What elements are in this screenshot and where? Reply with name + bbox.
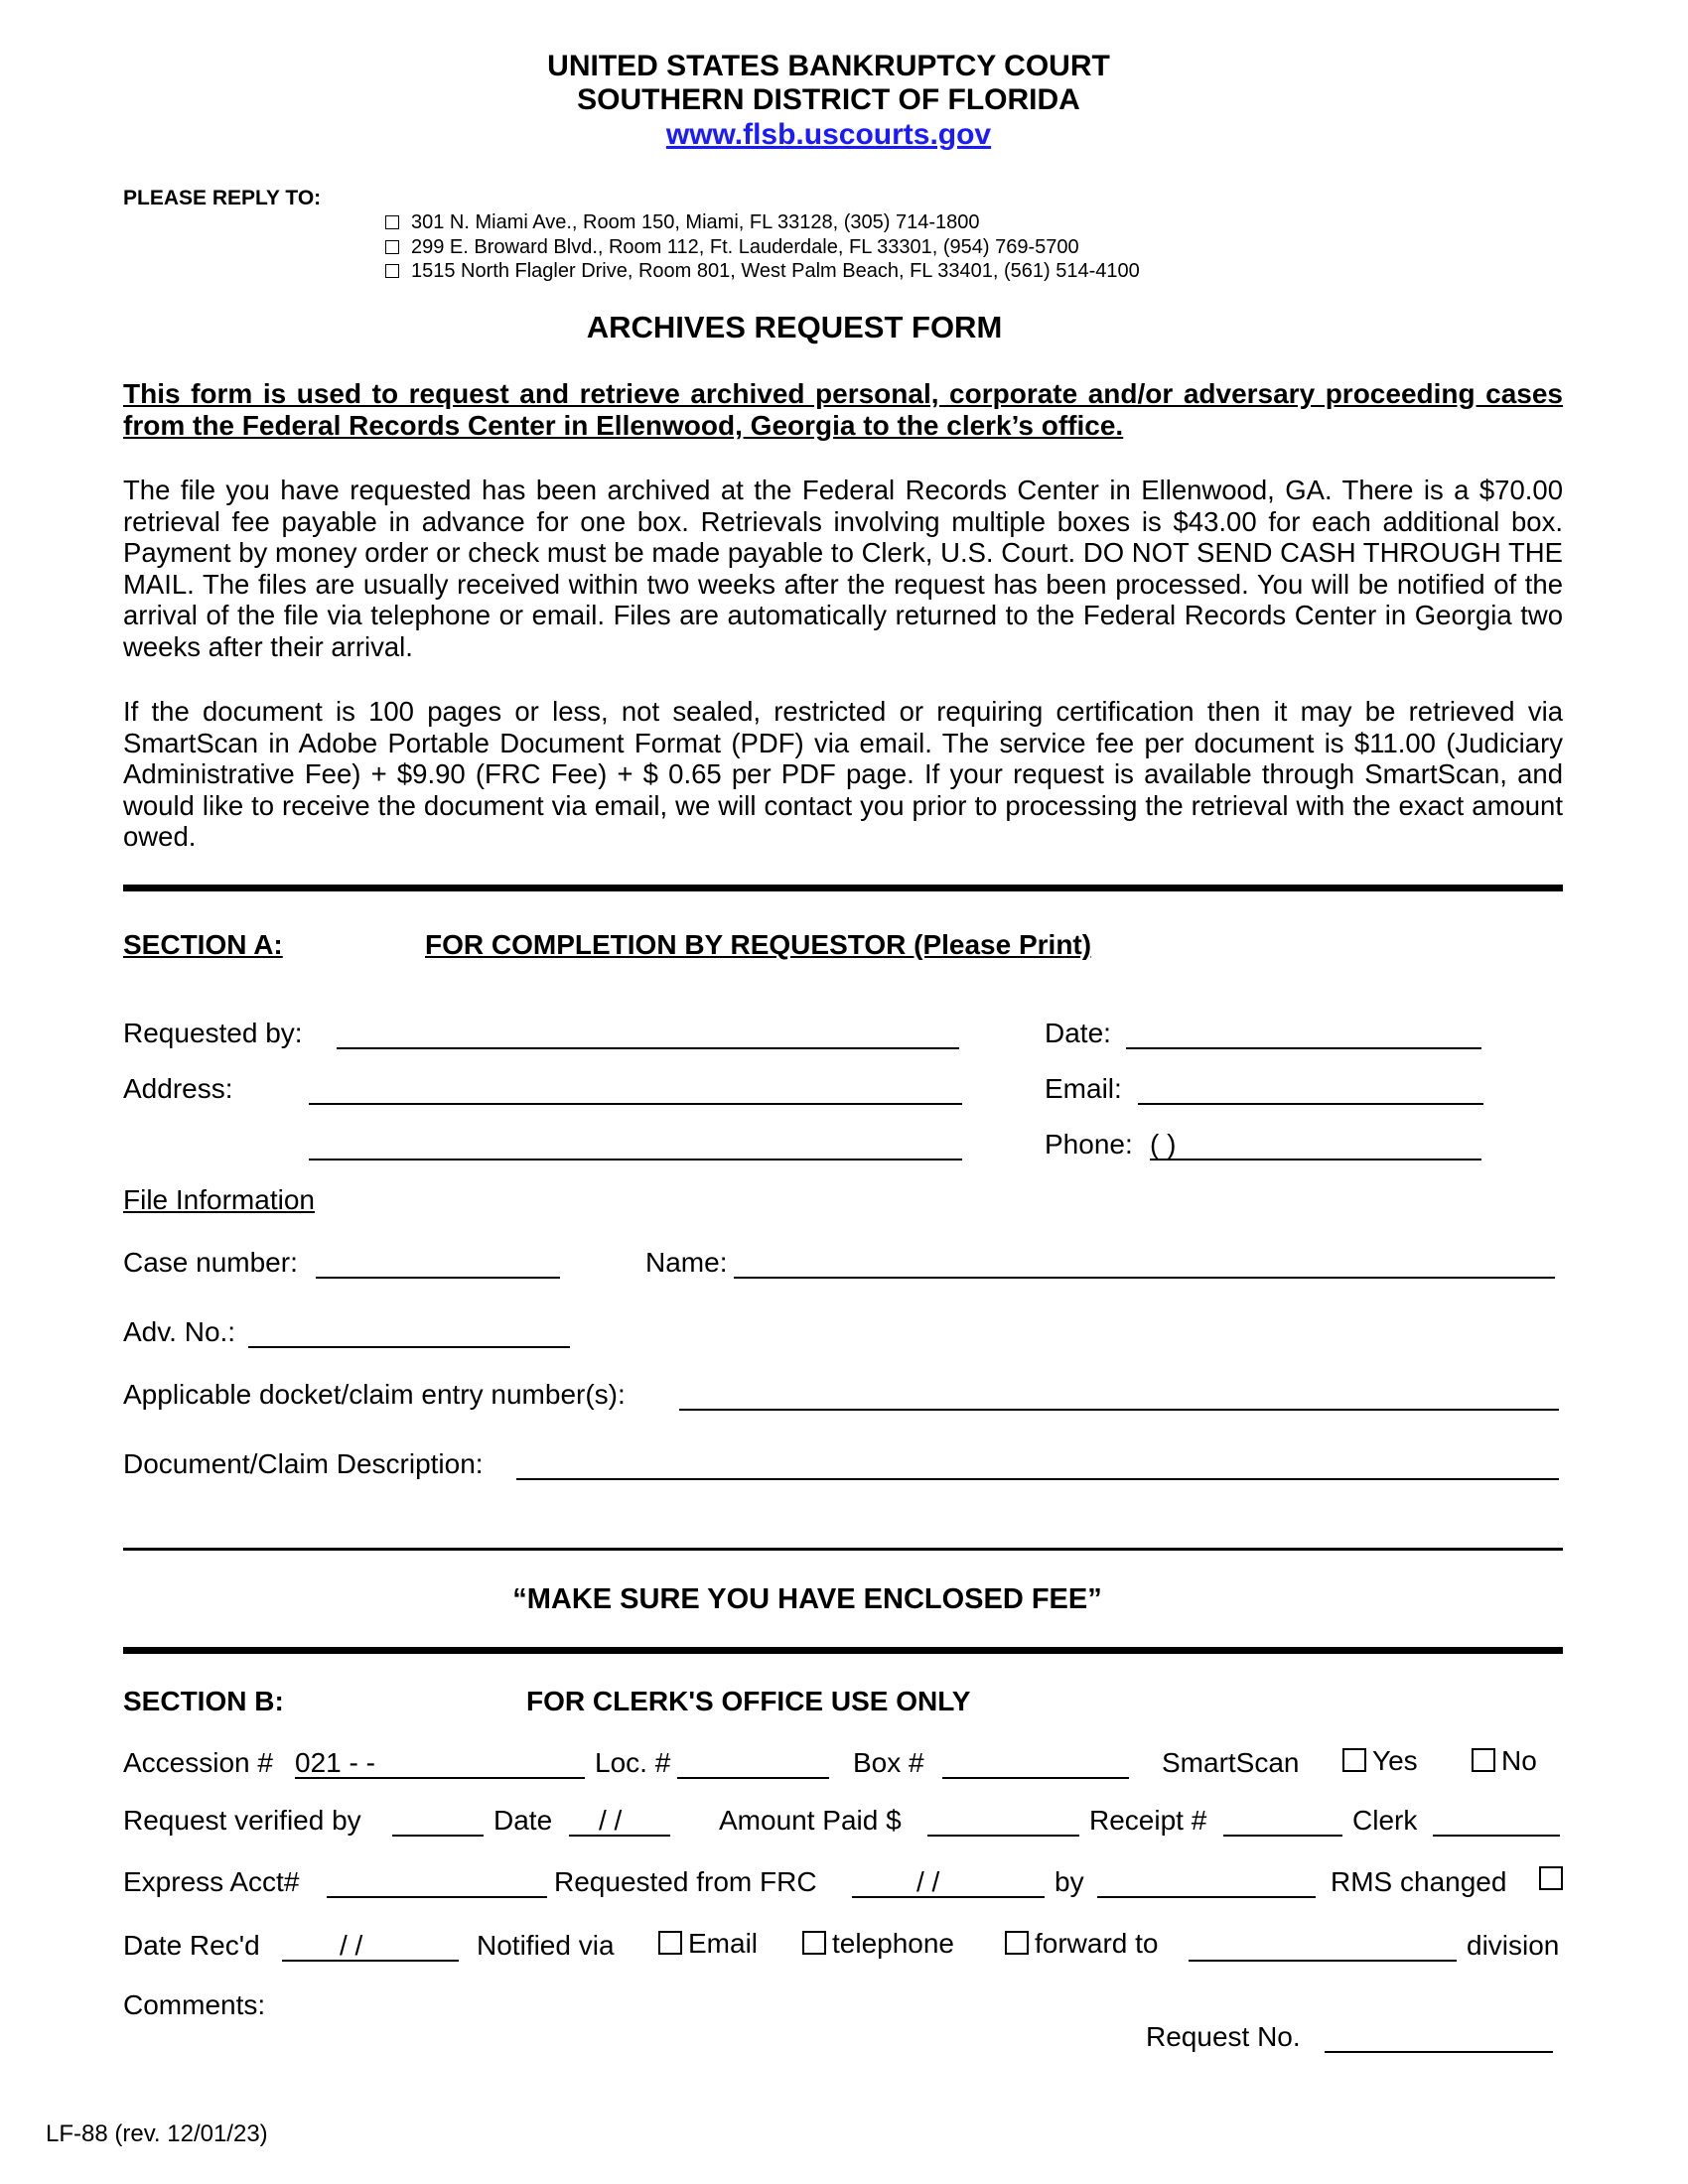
receipt-label: Receipt #	[1089, 1805, 1207, 1836]
request-no-field[interactable]	[1325, 2051, 1553, 2053]
name-label: Name:	[645, 1247, 728, 1278]
checkbox-icon[interactable]	[1472, 1748, 1495, 1772]
smartscan-yes-option[interactable]: Yes	[1342, 1745, 1418, 1777]
amount-paid-field[interactable]	[927, 1835, 1079, 1837]
verified-date-slashes: / /	[599, 1805, 623, 1836]
divider-rule	[123, 1647, 1563, 1654]
purpose-statement: This form is used to request and retrieve archived personal, corporate and/or adversary proceeding cases from the Federal Records Center in Ellenwood, Georgia to the clerk’s office.	[123, 378, 1563, 441]
smartscan-no-option[interactable]: No	[1472, 1745, 1537, 1777]
section-a-title: FOR COMPLETION BY REQUESTOR (Please Print)	[425, 929, 1092, 960]
checkbox-icon[interactable]	[658, 1931, 682, 1955]
received-date-slashes: / /	[340, 1930, 363, 1961]
box-label: Box #	[853, 1747, 924, 1778]
express-acct-label: Express Acct#	[123, 1866, 300, 1897]
address-field-line-1[interactable]	[309, 1103, 962, 1105]
loc-field[interactable]	[677, 1777, 829, 1779]
date-field[interactable]	[1126, 1047, 1481, 1049]
request-verified-field[interactable]	[392, 1835, 484, 1837]
court-name: UNITED STATES BANKRUPTCY COURT	[547, 50, 1110, 82]
clerk-label: Clerk	[1352, 1805, 1418, 1836]
district-name: SOUTHERN DISTRICT OF FLORIDA	[577, 83, 1080, 116]
checkbox-icon[interactable]	[802, 1931, 826, 1955]
received-date-field[interactable]	[282, 1960, 459, 1962]
request-no-label: Request No.	[1146, 2021, 1301, 2052]
rms-changed-checkbox[interactable]	[1539, 1866, 1569, 1893]
checkbox-icon[interactable]	[385, 215, 399, 229]
description-field[interactable]	[516, 1478, 1559, 1480]
checkbox-icon[interactable]	[385, 264, 399, 278]
by-label: by	[1055, 1866, 1084, 1897]
smartscan-paragraph: If the document is 100 pages or less, not sealed, restricted or requiring certification then it may be retrieved via SmartScan in Adobe Portable Document Format (PDF) via email. The service fee per document is $11.00 (Judiciary Administrative Fee) + $9.90 (FRC Fee) + $ 0.65 per PDF page. If your request is available through SmartScan, and would like to receive the document via email, we will contact you prior to processing the retrieval with the exact amount owed.	[123, 696, 1563, 853]
requested-frc-label: Requested from FRC	[554, 1866, 817, 1897]
phone-area-code: ( )	[1150, 1129, 1177, 1160]
phone-label: Phone:	[1045, 1129, 1133, 1160]
receipt-field[interactable]	[1223, 1835, 1342, 1837]
rms-changed-label: RMS changed	[1331, 1866, 1507, 1897]
date-label: Date:	[1045, 1018, 1111, 1048]
docket-entry-field[interactable]	[679, 1409, 1559, 1411]
loc-label: Loc. #	[595, 1747, 671, 1778]
frc-date-slashes: / /	[916, 1866, 940, 1897]
fee-notice: “MAKE SURE YOU HAVE ENCLOSED FEE”	[512, 1583, 1102, 1615]
box-field[interactable]	[942, 1777, 1129, 1779]
form-revision: LF-88 (rev. 12/01/23)	[46, 2120, 268, 2147]
adv-no-label: Adv. No.:	[123, 1316, 236, 1347]
reply-option-miami[interactable]: 301 N. Miami Ave., Room 150, Miami, FL 33128, (305) 714-1800	[385, 211, 980, 234]
forward-to-option[interactable]: forward to	[1005, 1928, 1159, 1960]
notify-email-option[interactable]: Email	[658, 1928, 758, 1960]
section-b-label: SECTION B:	[123, 1686, 284, 1716]
divider-rule	[123, 885, 1563, 891]
file-information-heading: File Information	[123, 1184, 315, 1215]
forward-to-field[interactable]	[1189, 1960, 1457, 1962]
smartscan-label: SmartScan	[1162, 1747, 1300, 1778]
verified-date-label: Date	[493, 1805, 553, 1836]
verified-date-field[interactable]	[569, 1835, 670, 1837]
notified-via-label: Notified via	[477, 1930, 615, 1961]
checkbox-icon[interactable]	[1539, 1866, 1563, 1890]
amount-paid-label: Amount Paid $	[719, 1805, 902, 1836]
divider-rule	[123, 1548, 1563, 1551]
form-title: ARCHIVES REQUEST FORM	[586, 310, 1003, 344]
by-field[interactable]	[1097, 1896, 1316, 1898]
adv-no-field[interactable]	[248, 1346, 570, 1348]
description-label: Document/Claim Description:	[123, 1448, 484, 1479]
section-a-label: SECTION A:	[123, 929, 283, 960]
clerk-field[interactable]	[1433, 1835, 1560, 1837]
reply-option-west-palm-beach[interactable]: 1515 North Flagler Drive, Room 801, West Palm Beach, FL 33401, (561) 514-4100	[385, 260, 1140, 283]
section-b-title: FOR CLERK'S OFFICE USE ONLY	[526, 1686, 971, 1716]
notify-telephone-option[interactable]: telephone	[802, 1928, 954, 1960]
name-field[interactable]	[734, 1277, 1555, 1279]
website-link[interactable]: www.flsb.uscourts.gov	[665, 118, 992, 151]
address-field-line-2[interactable]	[309, 1159, 962, 1160]
checkbox-icon[interactable]	[1342, 1748, 1366, 1772]
comments-label: Comments:	[123, 1989, 266, 2020]
date-received-label: Date Rec'd	[123, 1930, 260, 1961]
phone-field[interactable]	[1150, 1159, 1481, 1160]
requested-by-label: Requested by:	[123, 1018, 303, 1048]
request-verified-label: Request verified by	[123, 1805, 361, 1836]
express-acct-field[interactable]	[327, 1896, 547, 1898]
requested-by-field[interactable]	[337, 1047, 959, 1049]
address-label: Address:	[123, 1073, 233, 1104]
retrieval-fee-paragraph: The file you have requested has been archived at the Federal Records Center in Ellenwood, GA. There is a $70.00 retrieval fee payable in advance for one box. Retrievals involving multiple boxes is $43.00 for each additional box. Payment by money order or check must be made payable to Clerk, U.S. Court. DO NOT SEND CASH THROUGH THE MAIL. The files are usually received within two weeks after the request has been processed. You will be notified of the arrival of the file via telephone or email. Files are automatically returned to the Federal Records Center in Georgia two weeks after their arrival.	[123, 475, 1563, 662]
email-field[interactable]	[1138, 1103, 1483, 1105]
docket-entry-label: Applicable docket/claim entry number(s):	[123, 1379, 626, 1410]
email-label: Email:	[1045, 1073, 1122, 1104]
reply-label: PLEASE REPLY TO:	[123, 187, 322, 209]
checkbox-icon[interactable]	[385, 240, 399, 254]
accession-field[interactable]	[295, 1777, 585, 1779]
checkbox-icon[interactable]	[1005, 1931, 1029, 1955]
case-number-field[interactable]	[316, 1277, 560, 1279]
frc-date-field[interactable]	[852, 1896, 1045, 1898]
case-number-label: Case number:	[123, 1247, 298, 1278]
division-label: division	[1467, 1930, 1560, 1961]
reply-option-ft-lauderdale[interactable]: 299 E. Broward Blvd., Room 112, Ft. Lauderdale, FL 33301, (954) 769-5700	[385, 236, 1079, 259]
accession-label: Accession #	[123, 1747, 273, 1778]
accession-prefix: 021 - -	[295, 1747, 375, 1778]
